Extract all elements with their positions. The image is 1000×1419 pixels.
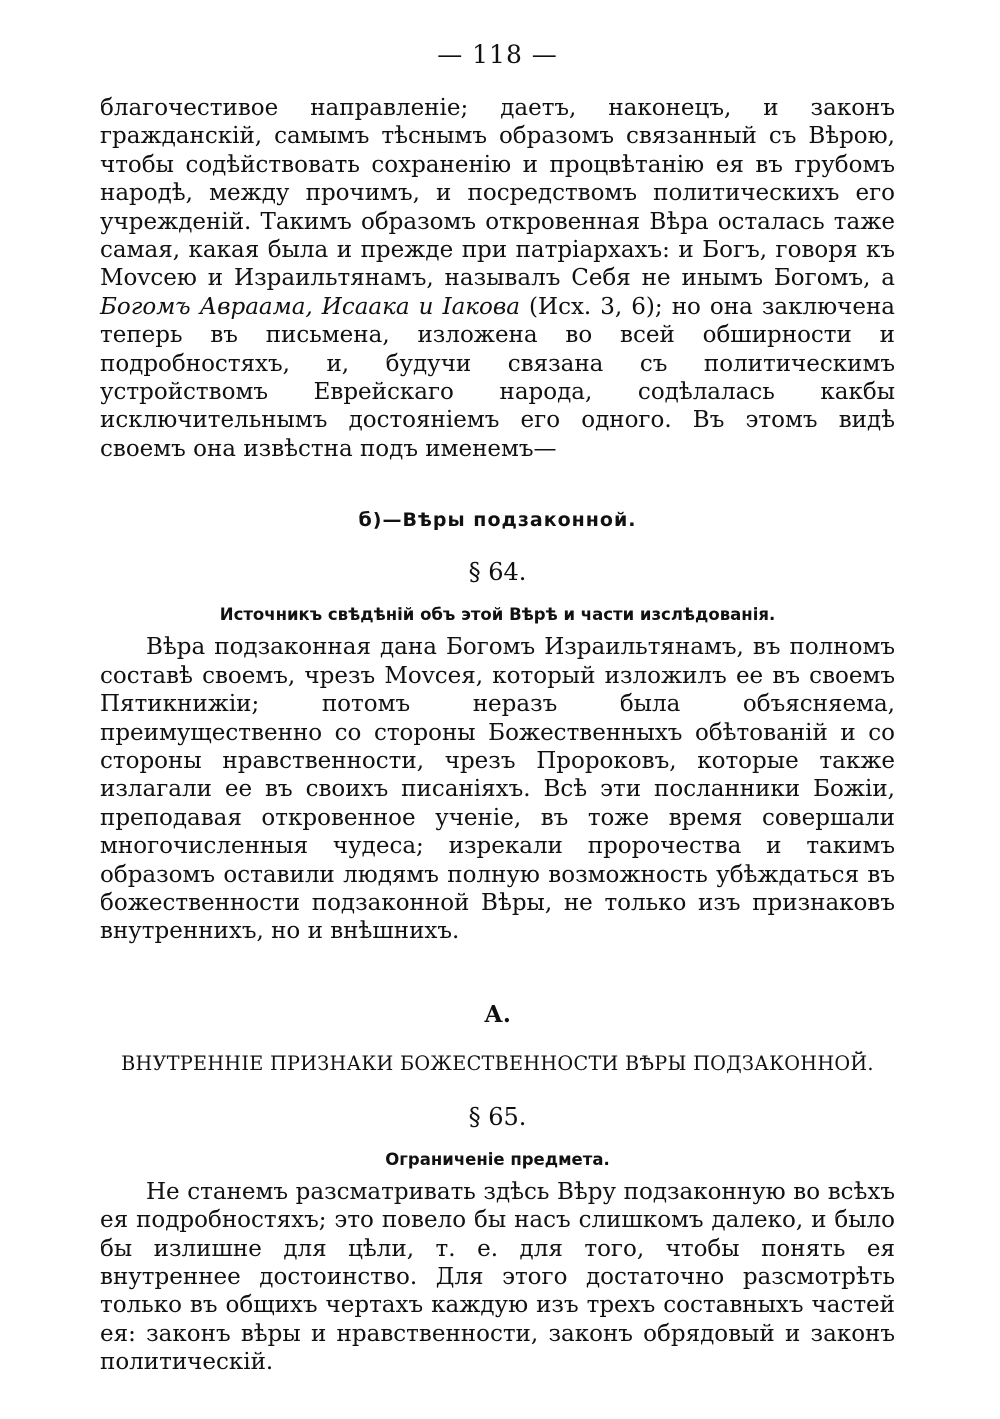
section-64-title: Источникъ свѣдѣній объ этой Вѣрѣ и части изслѣдованія.: [219, 605, 776, 625]
section-65-number: § 65.: [468, 1102, 527, 1131]
section-64-paragraph-text: Вѣра подзаконная дана Богомъ Израильтянамъ, въ полномъ составѣ своемъ, чрезъ Моvсея, который изложилъ ее въ своемъ Пятикнижіи; потомъ неразъ была объясняема, преимущественно со стороны Божественныхъ обѣтованій и со стороны нравственности, чрезъ Пророковъ, которые также излагали ее въ своихъ писаніяхъ. Всѣ эти посланники Божіи, преподавая откровенное ученіе, въ тоже время совершали многочисленныя чудеса; изрекали пророчества и такимъ образомъ оставили людямъ полную возможность убѣждаться въ божественности подзаконной Вѣры, не только изъ признаковъ внутреннихъ, но и внѣшнихъ.: [100, 634, 895, 945]
subheading-b: б)—Вѣры подзаконной.: [358, 509, 637, 532]
intro-text-after: (Исх. 3, 6); но она заключена теперь въ письмена, изложена во всей обширности и подробностяхъ, и, будучи связана съ политическимъ устройствомъ Еврейскаго народа, содѣлалась какбы исключительнымъ достояніемъ его одного. Въ этомъ видѣ своемъ она извѣстна подъ именемъ—: [100, 293, 895, 462]
section-64-number: § 64.: [468, 558, 527, 587]
document-page: [100, 40, 895, 1377]
section-64-paragraph: [100, 633, 895, 945]
intro-paragraph: [100, 94, 895, 463]
page-number: — 118 —: [437, 40, 558, 69]
part-a-title: ВНУТРЕННІЕ ПРИЗНАКИ БОЖЕСТВЕННОСТИ ВѢРЫ ПОДЗАКОННОЙ.: [121, 1051, 874, 1075]
intro-italic-text: Богомъ Авраама, Исаака и Іакова: [100, 293, 520, 320]
intro-text-before: благочестивое направленіе; даетъ, наконецъ, и законъ гражданскій, самымъ тѣснымъ образомъ связанный съ Вѣрою, чтобы содѣйствовать сохраненію и процвѣтанію ея въ грубомъ народѣ, между прочимъ, и посредствомъ политическихъ его учрежденій. Такимъ образомъ откровенная Вѣра осталась таже самая, какая была и прежде при патріархахъ: и Богъ, говоря къ Моvсею и Израильтянамъ, называлъ Себя не инымъ Богомъ, а: [100, 95, 895, 292]
section-65-paragraph-text: Не станемъ разсматривать здѣсь Вѣру подзаконную во всѣхъ ея подробностяхъ; это повело бы насъ слишкомъ далеко, и было бы излишне для цѣли, т. е. для того, чтобы понять ея внутреннее достоинство. Для этого достаточно разсмотрѣть только въ общихъ чертахъ каждую изъ трехъ составныхъ частей ея: законъ вѣры и нравственности, законъ обрядовый и законъ политическій.: [100, 1178, 895, 1376]
part-a-letter: А.: [484, 1000, 511, 1028]
section-65-paragraph: [100, 1178, 895, 1377]
section-65-title: Ограниченіе предмета.: [385, 1149, 610, 1169]
